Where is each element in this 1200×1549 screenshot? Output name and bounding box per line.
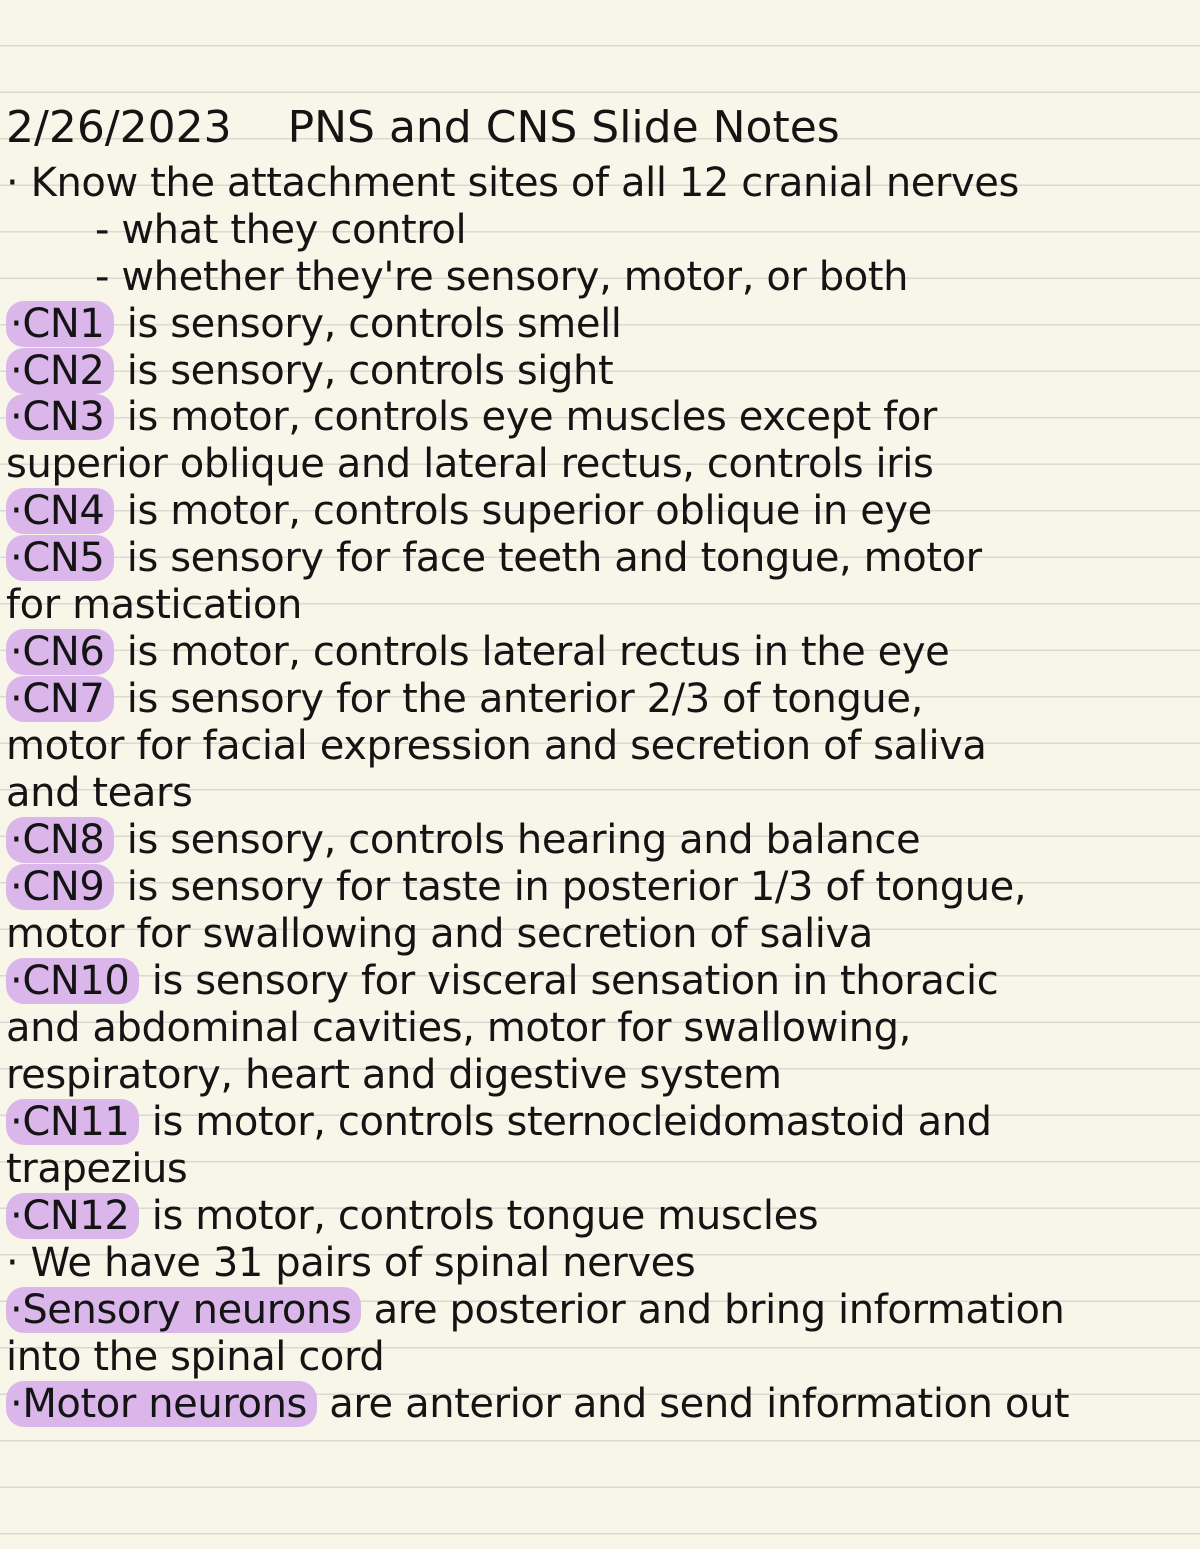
note-text: and tears [6,770,193,816]
highlight-cn9: ·CN9 [6,864,114,910]
note-line-cn7-cont1 [6,723,1188,769]
highlight-cn10: ·CN10 [6,958,139,1004]
highlight-cn2: ·CN2 [6,348,114,394]
note-line-cn4 [6,488,1188,534]
note-line-spinal [6,1240,1188,1286]
note-line-cn7 [6,676,1188,722]
note-line-cn5 [6,535,1188,581]
note-text: motor for swallowing and secretion of saliva [6,911,873,957]
note-line-cn3 [6,394,1188,440]
note-text: is motor, controls eye muscles except for [114,394,937,440]
note-line-cn10-cont2 [6,1052,1188,1098]
note-line-sensory-cont [6,1334,1188,1380]
note-text: is sensory for visceral sensation in thoracic [139,958,999,1004]
note-date: 2/26/2023 [6,102,232,153]
note-text: motor for facial expression and secretion of saliva [6,723,987,769]
page-title: PNS and CNS Slide Notes [287,102,840,153]
note-line-sub1 [95,207,1188,253]
note-line-cn10-cont1 [6,1005,1188,1051]
note-line-sensory [6,1287,1188,1333]
note-text: is sensory for taste in posterior 1/3 of tongue, [114,864,1027,910]
note-line-cn9 [6,864,1188,910]
note-line-cn8 [6,817,1188,863]
note-text: is sensory for the anterior 2/3 of tongue, [114,676,923,722]
note-line-cn3-cont [6,441,1188,487]
highlight-motor-neurons: ·Motor neurons [6,1381,317,1427]
note-text: into the spinal cord [6,1334,385,1380]
highlight-cn11: ·CN11 [6,1099,139,1145]
note-line-intro [6,160,1188,206]
note-text: trapezius [6,1146,188,1192]
note-text: is sensory, controls hearing and balance [114,817,921,863]
note-text: superior oblique and lateral rectus, controls iris [6,441,934,487]
highlight-sensory-neurons: ·Sensory neurons [6,1287,361,1333]
note-text: is motor, controls superior oblique in eye [114,488,932,534]
note-line-cn5-cont [6,582,1188,628]
note-text: is motor, controls tongue muscles [139,1193,819,1239]
highlight-cn1: ·CN1 [6,301,114,347]
note-text: is sensory for face teeth and tongue, motor [114,535,982,581]
highlight-cn8: ·CN8 [6,817,114,863]
note-line-sub2 [95,254,1188,300]
note-line-motor [6,1381,1188,1427]
note-text: is motor, controls lateral rectus in the eye [114,629,950,675]
note-line-cn12 [6,1193,1188,1239]
note-text: · Know the attachment sites of all 12 cranial nerves [6,160,1019,206]
note-line-cn9-cont [6,911,1188,957]
highlight-cn5: ·CN5 [6,535,114,581]
note-text: are anterior and send information out [316,1381,1070,1427]
note-line-cn11 [6,1099,1188,1145]
note-text: is sensory, controls smell [114,301,622,347]
note-text: and abdominal cavities, motor for swallowing, [6,1005,911,1051]
header-line [6,102,1188,153]
note-line-cn1 [6,301,1188,347]
note-text: is motor, controls sternocleidomastoid and [139,1099,992,1145]
highlight-cn4: ·CN4 [6,488,114,534]
note-text: - whether they're sensory, motor, or both [95,254,909,300]
note-text: is sensory, controls sight [114,348,614,394]
note-text: are posterior and bring information [361,1287,1065,1333]
highlight-cn3: ·CN3 [6,394,114,440]
note-line-cn7-cont2 [6,770,1188,816]
note-line-cn6 [6,629,1188,675]
note-text: for mastication [6,582,302,628]
note-text: respiratory, heart and digestive system [6,1052,782,1098]
highlight-cn7: ·CN7 [6,676,114,722]
highlight-cn6: ·CN6 [6,629,114,675]
note-text: - what they control [95,207,467,253]
note-line-cn11-cont [6,1146,1188,1192]
note-line-cn10 [6,958,1188,1004]
highlight-cn12: ·CN12 [6,1193,139,1239]
note-line-cn2 [6,348,1188,394]
note-text: · We have 31 pairs of spinal nerves [6,1240,696,1286]
